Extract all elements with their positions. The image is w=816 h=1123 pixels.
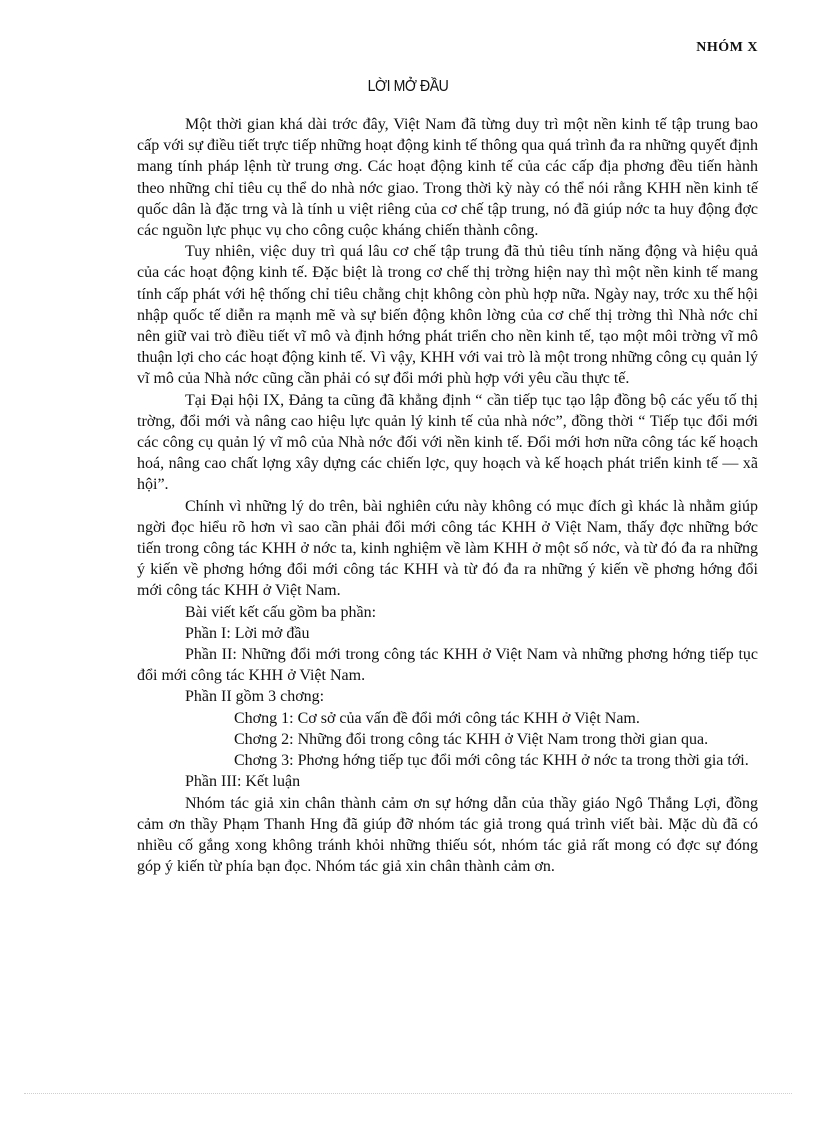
part-3: Phần III: Kết luận bbox=[185, 773, 301, 791]
paragraph-however: Tuy nhiên, việc duy trì quá lâu cơ chế tập trung đã thủ tiêu tính năng động và hiệu quả của các hoạt động kinh tế. Đặc biệt là trong cơ chế thị trờng hiện nay thì một nền kinh tế mang tính cấp phát với hệ thống chỉ tiêu chằng chịt không còn phù hợp nữa. Ngày nay, trớc xu thế hội nhập quốc tế diễn ra mạnh mẽ và sự biến động khôn lờng của cơ chế thị trờng thì Nhà nớc chỉ nên giữ vai trò điều tiết vĩ mô và định hớng phát triển cho nền kinh tế, tạo một môi trờng vĩ mô thuận lợi cho các hoạt động kinh tế. Vì vậy, KHH với vai trò là một trong những công cụ quản lý vĩ mô của Nhà nớc cũng cần phải có sự đổi mới phù hợp với yêu cầu thực tế. bbox=[137, 243, 758, 388]
page-footer-divider bbox=[24, 1093, 792, 1094]
running-header: NHÓM X bbox=[696, 40, 758, 55]
part-1: Phần I: Lời mở đầu bbox=[185, 624, 310, 642]
part-2-intro: Phần II gồm 3 chơng: bbox=[185, 688, 325, 706]
paragraph-thanks: Nhóm tác giả xin chân thành cảm ơn sự hớng dẫn của thầy giáo Ngô Thắng Lợi, đồng cảm ơn thầy Phạm Thanh Hng đã giúp đỡ nhóm tác giả trong quá trình viết bài. Mặc dù đã có nhiều cố gắng xong không tránh khỏi những thiếu sót, nhóm tác giả rất mong có đợc sự đóng góp ý kiến từ phía bạn đọc. Nhóm tác giả xin chân thành cảm ơn. bbox=[137, 794, 758, 876]
paragraph-intro: Một thời gian khá dài trớc đây, Việt Nam đã từng duy trì một nền kinh tế tập trung bao cấp với sự điều tiết trực tiếp những hoạt động kinh tế thông qua quá trình đa ra những quyết định mang tính pháp lệnh từ trung ơng. Các hoạt động kinh tế của các cấp địa phơng đều tiến hành theo những chỉ tiêu cụ thể do nhà nớc giao. Trong thời kỳ này có thể nói rằng KHH nền kinh tế quốc dân là đặc trng và là tính u việt riêng của cơ chế tập trung, nó đã giúp nớc ta huy động đợc các nguồn lực phục vụ cho công cuộc kháng chiến thành công. bbox=[137, 116, 758, 240]
paragraph-congress: Tại Đại hội IX, Đảng ta cũng đã khẳng định “ cần tiếp tục tạo lập đồng bộ các yếu tố thị trờng, đổi mới và nâng cao hiệu lực quản lý kinh tế của nhà nớc”, đồng thời “ Tiếp tục đổi mới các công cụ quản lý vĩ mô của Nhà nớc đối với nền kinh tế. Đổi mới hơn nữa công tác kế hoạch hoá, nâng cao chất lợng xây dựng các chiến lợc, quy hoạch và kế hoạch phát triển kinh tế — xã hội”. bbox=[137, 391, 758, 494]
page-title: LỜI MỞ ĐẦU bbox=[367, 78, 449, 95]
part-2: Phần II: Những đổi mới trong công tác KHH ở Việt Nam và những phơng hớng tiếp tục đổi mới công tác KHH ở Việt Nam. bbox=[137, 646, 758, 685]
paragraph-purpose: Chính vì những lý do trên, bài nghiên cứu này không có mục đích gì khác là nhằm giúp ngời đọc hiểu rõ hơn vì sao cần phải đổi mới công tác KHH ở Việt Nam, thấy đợc những bớc tiến trong công tác KHH ở nớc ta, kinh nghiệm về làm KHH ở một số nớc, và từ đó đa ra những ý kiến về phơng hớng đổi mới công tác KHH và từ đó đa ra những ý kiến về phơng hớng đổi mới công tác KHH ở Việt Nam. bbox=[137, 497, 758, 600]
structure-intro: Bài viết kết cấu gồm ba phần: bbox=[185, 603, 377, 621]
chapter-3: Chơng 3: Phơng hớng tiếp tục đổi mới công tác KHH ở nớc ta trong thời gia tới. bbox=[234, 752, 749, 770]
document-body bbox=[137, 114, 758, 877]
chapter-2: Chơng 2: Những đổi trong công tác KHH ở Việt Nam trong thời gian qua. bbox=[234, 730, 709, 748]
chapter-1: Chơng 1: Cơ sở của vấn đề đổi mới công tác KHH ở Việt Nam. bbox=[234, 709, 640, 727]
